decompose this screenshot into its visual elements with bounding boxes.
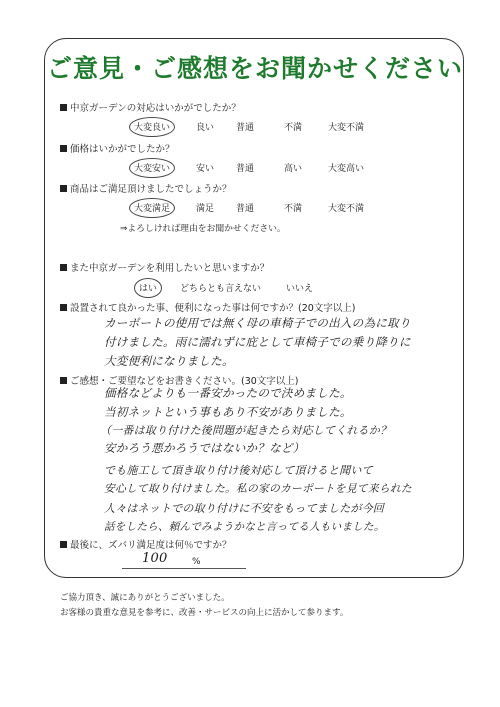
bullet-square-icon bbox=[60, 541, 67, 548]
option[interactable]: 普通 bbox=[236, 123, 255, 133]
comments-answer-line: 安かろう悪かろうではないか？など） bbox=[104, 441, 305, 455]
reason-prompt: ⇒よろしければ理由をお聞かせください。 bbox=[120, 224, 286, 234]
benefits-answer-line: 大変便利になりました。 bbox=[104, 354, 234, 368]
bullet-square-icon bbox=[60, 185, 67, 192]
satisfaction-value: 100 bbox=[142, 551, 168, 566]
option-selected[interactable]: 大変良い bbox=[134, 120, 170, 133]
option-selected[interactable]: 大変満足 bbox=[134, 201, 170, 214]
comments-answer-line: 安心して取り付けました。私の家のカーポートを見て来られた bbox=[104, 482, 412, 495]
question-product: 商品はご満足頂けましたでしょうか？ bbox=[60, 181, 232, 195]
question-satisfaction: 最後に、ズバリ満足度は何％ですか？ bbox=[60, 537, 232, 551]
options-product bbox=[0, 201, 500, 215]
option[interactable]: 満足 bbox=[196, 204, 215, 214]
option[interactable]: どちらとも言えない bbox=[180, 284, 262, 294]
question-benefits: 設置されて良かった事、便利になった事は何ですか？(20文字以上) bbox=[60, 300, 356, 314]
option[interactable]: いいえ bbox=[286, 284, 314, 294]
bullet-square-icon bbox=[60, 304, 67, 311]
benefits-answer-line: カーポートの使用では無く母の車椅子での出入の為に取り bbox=[104, 316, 411, 330]
comments-answer-line: 当初ネットという事もあり不安がありました。 bbox=[104, 405, 352, 419]
bullet-square-icon bbox=[60, 377, 67, 384]
options-service bbox=[0, 120, 500, 134]
question-reuse: また中京ガーデンを利用したいと思いますか？ bbox=[60, 260, 269, 274]
benefits-answer-line: 付けました。雨に濡れずに庇として車椅子での乗り降りに bbox=[104, 335, 411, 349]
options-reuse bbox=[0, 281, 500, 295]
comments-answer-line: でも施工して頂き取り付け後対応して頂けると聞いて bbox=[104, 464, 373, 477]
question-price: 価格はいかがでしたか？ bbox=[60, 141, 175, 155]
option[interactable]: 大変高い bbox=[328, 164, 365, 174]
comments-answer-line: （一番は取り付けた後問題が起きたら対応してくれるか？ bbox=[100, 424, 392, 437]
option[interactable]: 大変不満 bbox=[328, 123, 365, 133]
satisfaction-unit: % bbox=[192, 557, 201, 567]
comments-answer-line: 価格などよりも一番安かったので決めました。 bbox=[104, 386, 352, 400]
option[interactable]: 不満 bbox=[284, 204, 303, 214]
question-service: 中京ガーデンの対応はいかがでしたか？ bbox=[60, 100, 241, 114]
satisfaction-underline bbox=[122, 568, 246, 569]
bullet-square-icon bbox=[60, 104, 67, 111]
option[interactable]: 普通 bbox=[236, 204, 255, 214]
bullet-square-icon bbox=[60, 264, 67, 271]
comments-answer-line: 人々はネットでの取り付けに不安をもってましたが今回 bbox=[104, 502, 384, 515]
options-price bbox=[0, 161, 500, 175]
comments-answer-line: 話をしたら、頼んでみようかなと言ってる人もいました。 bbox=[104, 521, 385, 533]
bullet-square-icon bbox=[60, 145, 67, 152]
option[interactable]: 不満 bbox=[284, 123, 303, 133]
option-selected[interactable]: はい bbox=[139, 281, 157, 294]
footer-thanks: ご協力頂き、誠にありがとうございました。 bbox=[60, 593, 230, 603]
footer-note: お客様の貴重な意見を参考に、改善・サービスの向上に活かして参ります。 bbox=[60, 608, 349, 618]
option[interactable]: 安い bbox=[196, 164, 215, 174]
option[interactable]: 大変不満 bbox=[328, 204, 365, 214]
option[interactable]: 良い bbox=[196, 123, 215, 133]
option-selected[interactable]: 大変安い bbox=[134, 161, 170, 174]
option[interactable]: 高い bbox=[284, 164, 303, 174]
question-comments: ご感想・ご要望などをお書きください。(30文字以上) bbox=[60, 373, 299, 387]
option[interactable]: 普通 bbox=[236, 164, 255, 174]
survey-title: ご意見・ご感想をお聞かせください bbox=[46, 54, 463, 83]
